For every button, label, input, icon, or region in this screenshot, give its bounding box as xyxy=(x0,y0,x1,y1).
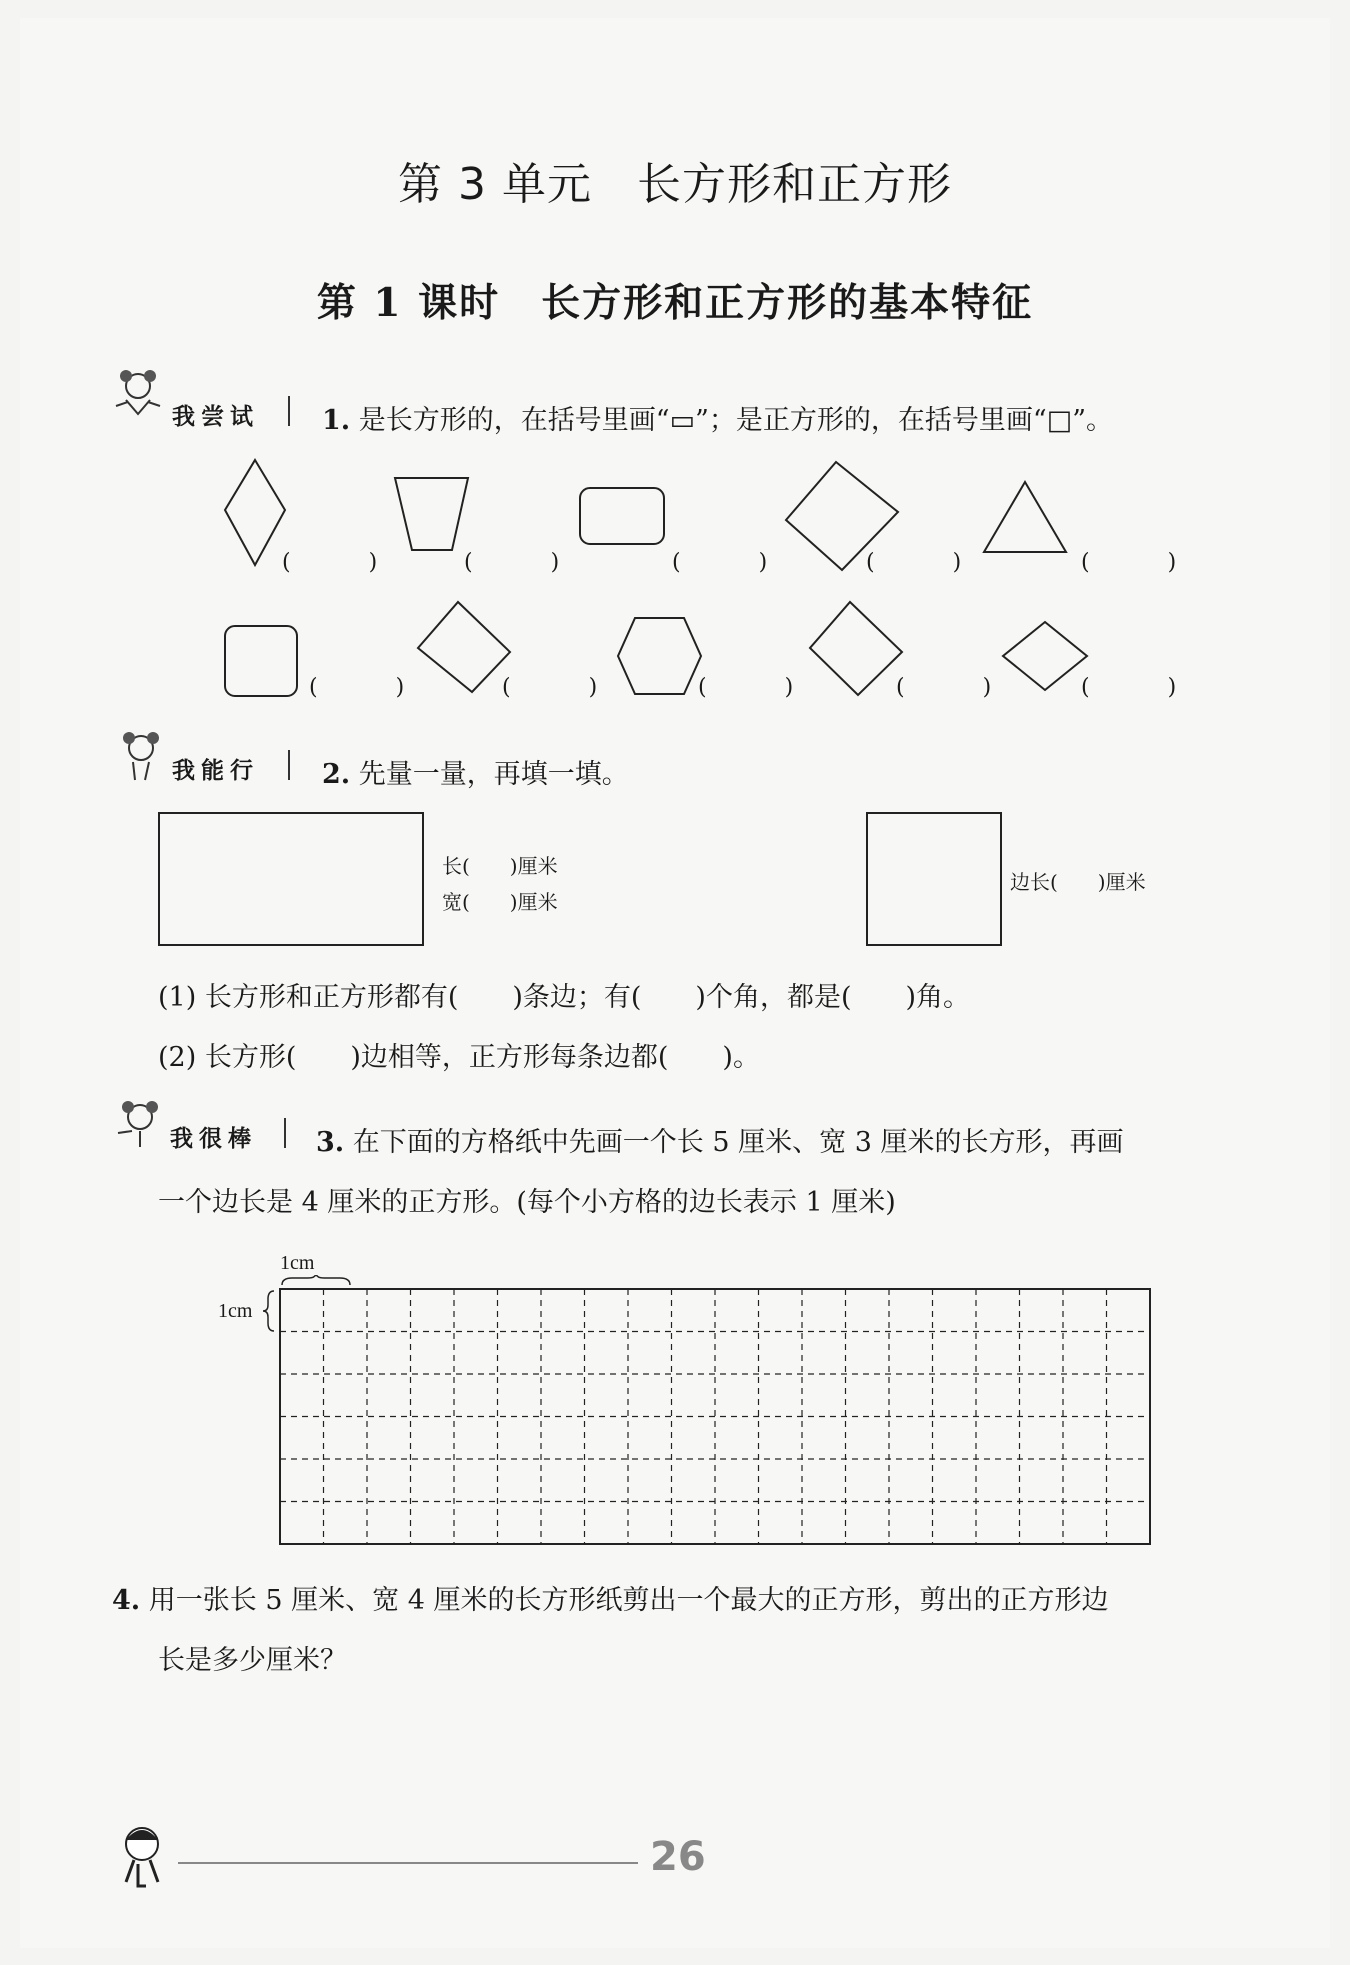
cartoon-girl-icon xyxy=(112,366,164,422)
grid-scale-label-top: 1cm xyxy=(280,1252,315,1274)
shape-triangle xyxy=(984,482,1066,552)
cartoon-girl-icon xyxy=(112,1097,166,1151)
question-2-text xyxy=(322,752,629,791)
question-number: 4. xyxy=(112,1585,141,1616)
answer-paren[interactable]: ( ) xyxy=(866,550,990,575)
rectangle-length-blank[interactable]: 长( )厘米 xyxy=(442,854,558,878)
question-text: 用一张长 5 厘米、宽 4 厘米的长方形纸剪出一个最大的正方形，剪出的正方形边 xyxy=(148,1585,1109,1616)
shape-rounded-square xyxy=(225,626,297,696)
brace-left xyxy=(263,1291,274,1331)
footer-rule xyxy=(178,1862,638,1864)
square-side-blank[interactable]: 边长( )厘米 xyxy=(1010,870,1146,894)
measure-square xyxy=(866,812,1002,946)
question-4-text-line-1 xyxy=(112,1578,1108,1617)
shape-tilted-rectangle-2 xyxy=(810,602,902,695)
question-4-text-line-2: 长是多少厘米？ xyxy=(158,1645,347,1676)
question-2-line-2: (2) 长方形( )边相等，正方形每条边都( )。 xyxy=(158,1042,760,1073)
shape-trapezoid xyxy=(395,478,468,550)
answer-paren[interactable]: ( ) xyxy=(309,675,433,700)
question-2-line-1: (1) 长方形和正方形都有( )条边；有( )个角，都是( )角。 xyxy=(158,982,971,1013)
unit-title: 第 3 单元 长方形和正方形 xyxy=(398,159,952,210)
cartoon-girl-icon xyxy=(115,728,167,784)
answer-paren[interactable]: ( ) xyxy=(1081,675,1205,700)
answer-paren[interactable]: ( ) xyxy=(282,550,406,575)
question-3-text-line-2: 一个边长是 4 厘米的正方形。(每个小方格的边长表示 1 厘米) xyxy=(158,1187,896,1218)
section-tag-try: 我尝试 xyxy=(172,404,259,430)
tag-divider xyxy=(288,396,290,426)
brace-top xyxy=(282,1275,350,1285)
answer-paren[interactable]: ( ) xyxy=(896,675,1020,700)
question-3-text-line-1 xyxy=(316,1120,1123,1159)
section-tag-can: 我能行 xyxy=(172,758,259,784)
measure-rectangle xyxy=(158,812,424,946)
answer-paren[interactable]: ( ) xyxy=(502,675,626,700)
question-1-text xyxy=(322,398,1113,437)
cartoon-boy-icon xyxy=(108,1820,176,1892)
page-number: 26 xyxy=(650,1834,706,1880)
lesson-title: 第 1 课时 长方形和正方形的基本特征 xyxy=(316,280,1034,326)
grid-scale-label-left: 1cm xyxy=(218,1300,253,1322)
question-text: 在下面的方格纸中先画一个长 5 厘米、宽 3 厘米的长方形，再画 xyxy=(352,1127,1124,1158)
rectangle-width-blank[interactable]: 宽( )厘米 xyxy=(442,890,558,914)
answer-paren[interactable]: ( ) xyxy=(672,550,796,575)
question-number: 3. xyxy=(316,1127,345,1158)
shape-rounded-rectangle xyxy=(580,488,664,544)
section-tag-great: 我很棒 xyxy=(170,1126,257,1152)
question-number: 2. xyxy=(322,759,351,790)
question-number: 1. xyxy=(322,405,351,436)
answer-paren[interactable]: ( ) xyxy=(1081,550,1205,575)
answer-paren[interactable]: ( ) xyxy=(464,550,588,575)
tag-divider xyxy=(284,1118,286,1148)
answer-paren[interactable]: ( ) xyxy=(698,675,822,700)
question-text: 先量一量，再填一填。 xyxy=(358,759,629,790)
question-text: 是长方形的，在括号里画“▭”；是正方形的，在括号里画“□”。 xyxy=(358,405,1114,436)
grid-paper[interactable] xyxy=(260,1275,1160,1555)
tag-divider xyxy=(288,750,290,780)
shape-rhombus xyxy=(225,460,285,565)
shape-hexagon xyxy=(618,618,701,694)
